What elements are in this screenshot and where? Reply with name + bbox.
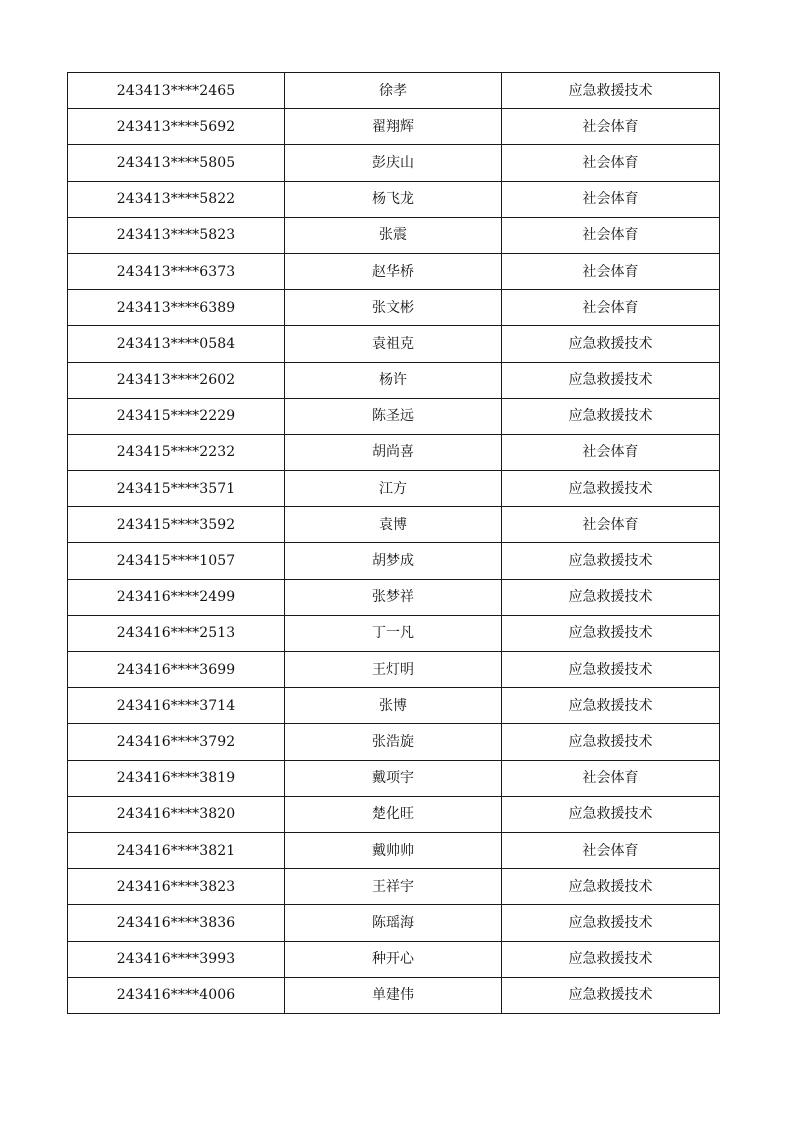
- student-major-cell: 应急救援技术: [502, 362, 720, 398]
- student-name-cell: 袁祖克: [285, 326, 502, 362]
- student-name-cell: 杨许: [285, 362, 502, 398]
- table-row: [68, 181, 720, 217]
- student-name-cell: 杨飞龙: [285, 181, 502, 217]
- student-name-cell: 单建伟: [285, 977, 502, 1013]
- student-major-cell: 应急救援技术: [502, 73, 720, 109]
- student-id-cell: 243415****3592: [68, 507, 285, 543]
- student-name-cell: 丁一凡: [285, 615, 502, 651]
- student-name-cell: 张震: [285, 217, 502, 253]
- student-name-cell: 江方: [285, 471, 502, 507]
- student-name-cell: 张博: [285, 688, 502, 724]
- student-id-cell: 243413****6389: [68, 290, 285, 326]
- student-name-cell: 陈瑶海: [285, 905, 502, 941]
- student-major-cell: 应急救援技术: [502, 579, 720, 615]
- table-row: [68, 253, 720, 289]
- table-row: [68, 507, 720, 543]
- student-id-cell: 243416****3714: [68, 688, 285, 724]
- table-row: [68, 760, 720, 796]
- student-id-cell: 243415****3571: [68, 471, 285, 507]
- student-id-cell: 243416****4006: [68, 977, 285, 1013]
- student-id-cell: 243415****2232: [68, 434, 285, 470]
- student-id-cell: 243413****5823: [68, 217, 285, 253]
- table-row: [68, 543, 720, 579]
- student-id-cell: 243415****1057: [68, 543, 285, 579]
- student-name-cell: 张文彬: [285, 290, 502, 326]
- student-id-cell: 243416****3993: [68, 941, 285, 977]
- student-id-cell: 243413****2465: [68, 73, 285, 109]
- student-name-cell: 彭庆山: [285, 145, 502, 181]
- student-major-cell: 应急救援技术: [502, 398, 720, 434]
- student-id-cell: 243416****3823: [68, 869, 285, 905]
- student-id-cell: 243416****3821: [68, 832, 285, 868]
- student-name-cell: 赵华桥: [285, 253, 502, 289]
- table-row: [68, 724, 720, 760]
- student-id-cell: 243413****6373: [68, 253, 285, 289]
- student-name-cell: 胡尚喜: [285, 434, 502, 470]
- student-id-cell: 243416****3836: [68, 905, 285, 941]
- table-row: [68, 434, 720, 470]
- table-row: [68, 688, 720, 724]
- student-major-cell: 应急救援技术: [502, 905, 720, 941]
- student-major-cell: 应急救援技术: [502, 941, 720, 977]
- student-name-cell: 王灯明: [285, 652, 502, 688]
- table-row: [68, 652, 720, 688]
- student-major-cell: 应急救援技术: [502, 724, 720, 760]
- table-row: [68, 579, 720, 615]
- student-major-cell: 应急救援技术: [502, 326, 720, 362]
- student-id-cell: 243416****3699: [68, 652, 285, 688]
- student-name-cell: 张梦祥: [285, 579, 502, 615]
- table-row: [68, 869, 720, 905]
- table-row: [68, 615, 720, 651]
- student-name-cell: 种开心: [285, 941, 502, 977]
- student-major-cell: 应急救援技术: [502, 688, 720, 724]
- student-major-cell: 应急救援技术: [502, 796, 720, 832]
- student-major-cell: 应急救援技术: [502, 471, 720, 507]
- student-major-cell: 社会体育: [502, 145, 720, 181]
- student-name-cell: 翟翔辉: [285, 109, 502, 145]
- student-name-cell: 胡梦成: [285, 543, 502, 579]
- student-major-cell: 应急救援技术: [502, 615, 720, 651]
- table-row: [68, 905, 720, 941]
- student-id-cell: 243413****5822: [68, 181, 285, 217]
- student-major-cell: 社会体育: [502, 253, 720, 289]
- student-id-cell: 243416****2513: [68, 615, 285, 651]
- table-row: [68, 832, 720, 868]
- student-name-cell: 戴帅帅: [285, 832, 502, 868]
- table-row: [68, 217, 720, 253]
- student-major-cell: 社会体育: [502, 217, 720, 253]
- table-row: [68, 471, 720, 507]
- table-row: [68, 941, 720, 977]
- student-major-cell: 应急救援技术: [502, 977, 720, 1013]
- student-major-cell: 社会体育: [502, 181, 720, 217]
- student-roster-table: [67, 72, 720, 1014]
- student-major-cell: 应急救援技术: [502, 543, 720, 579]
- student-major-cell: 社会体育: [502, 434, 720, 470]
- table-row: [68, 145, 720, 181]
- table-row: [68, 362, 720, 398]
- student-major-cell: 社会体育: [502, 507, 720, 543]
- student-id-cell: 243416****3819: [68, 760, 285, 796]
- student-major-cell: 社会体育: [502, 760, 720, 796]
- student-major-cell: 应急救援技术: [502, 869, 720, 905]
- student-name-cell: 陈圣远: [285, 398, 502, 434]
- student-major-cell: 社会体育: [502, 290, 720, 326]
- student-id-cell: 243413****2602: [68, 362, 285, 398]
- student-id-cell: 243416****3792: [68, 724, 285, 760]
- student-name-cell: 楚化旺: [285, 796, 502, 832]
- table-row: [68, 290, 720, 326]
- table-row: [68, 977, 720, 1013]
- student-id-cell: 243415****2229: [68, 398, 285, 434]
- table-row: [68, 398, 720, 434]
- table-row: [68, 109, 720, 145]
- student-major-cell: 社会体育: [502, 832, 720, 868]
- student-name-cell: 徐孝: [285, 73, 502, 109]
- student-name-cell: 王祥宇: [285, 869, 502, 905]
- table-row: [68, 326, 720, 362]
- student-name-cell: 张浩旋: [285, 724, 502, 760]
- student-id-cell: 243413****0584: [68, 326, 285, 362]
- roster-table-body: [68, 73, 720, 1014]
- student-major-cell: 应急救援技术: [502, 652, 720, 688]
- student-id-cell: 243413****5692: [68, 109, 285, 145]
- student-major-cell: 社会体育: [502, 109, 720, 145]
- student-id-cell: 243416****3820: [68, 796, 285, 832]
- student-id-cell: 243413****5805: [68, 145, 285, 181]
- table-row: [68, 796, 720, 832]
- student-name-cell: 戴项宇: [285, 760, 502, 796]
- table-row: [68, 73, 720, 109]
- student-name-cell: 袁博: [285, 507, 502, 543]
- student-id-cell: 243416****2499: [68, 579, 285, 615]
